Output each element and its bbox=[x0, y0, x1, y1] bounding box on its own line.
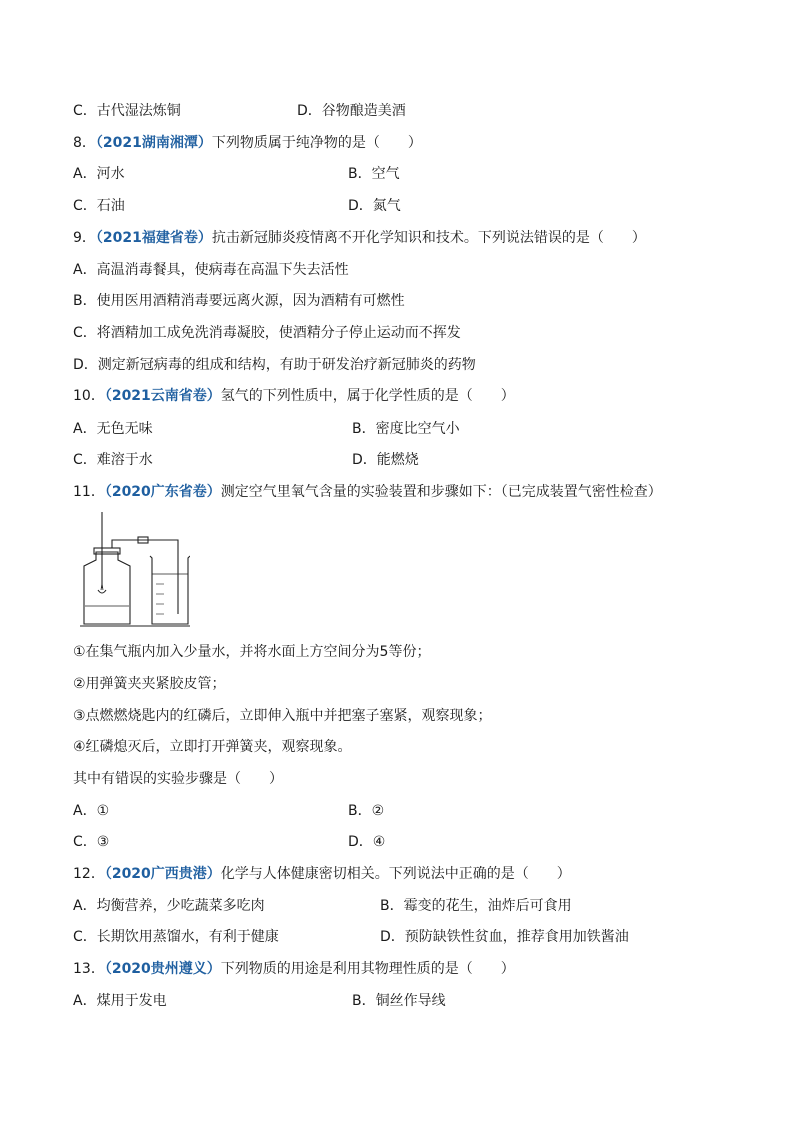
q9-source-tag: （2021福建省卷） bbox=[95, 230, 212, 246]
q12-option-b: B．霉变的花生，油炸后可食用 bbox=[380, 898, 572, 914]
oxygen-measurement-apparatus-figure bbox=[80, 510, 190, 630]
q8-option-a: A．河水 bbox=[73, 166, 125, 182]
q11-source-tag: （2020广东省卷） bbox=[104, 484, 221, 500]
q11-step-2: ②用弹簧夹夹紧胶皮管； bbox=[73, 676, 226, 692]
q7-option-c: C．古代湿法炼铜 bbox=[73, 103, 181, 119]
q10-number: 10． bbox=[73, 388, 105, 404]
bottle-stopper bbox=[94, 548, 120, 554]
q13-number: 13． bbox=[73, 961, 105, 977]
q12-source-tag: （2020广西贵港） bbox=[104, 866, 221, 882]
q9-option-c: C．将酒精加工成免洗消毒凝胶，使酒精分子停止运动而不挥发 bbox=[73, 325, 461, 341]
q9-stem-line bbox=[73, 228, 646, 248]
q12-stem-line bbox=[73, 864, 571, 884]
q9-option-a: A．高温消毒餐具，使病毒在高温下失去活性 bbox=[73, 262, 349, 278]
q12-option-c: C．长期饮用蒸馏水，有利于健康 bbox=[73, 929, 279, 945]
collecting-bottle bbox=[84, 552, 130, 624]
q13-source-tag: （2020贵州遵义） bbox=[104, 961, 221, 977]
q9-stem: 抗击新冠肺炎疫情离不开化学知识和技术。下列说法错误的是（ ） bbox=[211, 230, 646, 246]
q11-option-d: D．④ bbox=[348, 834, 386, 850]
q7-option-d: D．谷物酿造美酒 bbox=[297, 103, 406, 119]
q11-option-a: A．① bbox=[73, 803, 110, 819]
q12-number: 12． bbox=[73, 866, 105, 882]
q10-stem: 氢气的下列性质中，属于化学性质的是（ ） bbox=[220, 388, 515, 404]
q8-stem-line bbox=[73, 133, 422, 153]
q8-source-tag: （2021湖南湘潭） bbox=[95, 135, 212, 151]
q9-option-b: B．使用医用酒精消毒要远离火源，因为酒精有可燃性 bbox=[73, 293, 405, 309]
q11-option-c: C．③ bbox=[73, 834, 110, 850]
q8-option-c: C．石油 bbox=[73, 198, 125, 214]
q13-stem-line bbox=[73, 959, 515, 979]
q11-number: 11． bbox=[73, 484, 105, 500]
q10-option-c: C．难溶于水 bbox=[73, 452, 153, 468]
q11-step-1: ①在集气瓶内加入少量水，并将水面上方空间分为5等份； bbox=[73, 644, 431, 660]
q8-option-d: D．氮气 bbox=[348, 198, 401, 214]
q11-stem: 测定空气里氧气含量的实验装置和步骤如下：（已完成装置气密性检查） bbox=[220, 484, 662, 500]
q9-number: 9． bbox=[73, 230, 96, 246]
q10-stem-line bbox=[73, 386, 515, 406]
q10-option-d: D．能燃烧 bbox=[352, 452, 419, 468]
q11-stem-line bbox=[73, 482, 662, 502]
delivery-tube bbox=[112, 540, 178, 614]
q13-stem: 下列物质的用途是利用其物理性质的是（ ） bbox=[220, 961, 515, 977]
q12-stem: 化学与人体健康密切相关。下列说法中正确的是（ ） bbox=[220, 866, 571, 882]
q12-option-a: A．均衡营养，少吃蔬菜多吃肉 bbox=[73, 898, 265, 914]
q11-question: 其中有错误的实验步骤是（ ） bbox=[73, 771, 283, 787]
q13-option-b: B．铜丝作导线 bbox=[352, 993, 446, 1009]
q8-number: 8． bbox=[73, 135, 96, 151]
q11-step-4: ④红磷熄灭后，立即打开弹簧夹，观察现象。 bbox=[73, 739, 352, 755]
q12-option-d: D．预防缺铁性贫血，推荐食用加铁酱油 bbox=[380, 929, 629, 945]
q10-option-a: A．无色无味 bbox=[73, 421, 153, 437]
q11-step-3: ③点燃燃烧匙内的红磷后，立即伸入瓶中并把塞子塞紧，观察现象； bbox=[73, 708, 492, 724]
combustion-spoon bbox=[98, 590, 106, 593]
q11-option-b: B．② bbox=[348, 803, 385, 819]
q8-option-b: B．空气 bbox=[348, 166, 400, 182]
q9-option-d: D．测定新冠病毒的组成和结构，有助于研发治疗新冠肺炎的药物 bbox=[73, 357, 476, 373]
q10-option-b: B．密度比空气小 bbox=[352, 421, 460, 437]
q10-source-tag: （2021云南省卷） bbox=[104, 388, 221, 404]
q13-option-a: A．煤用于发电 bbox=[73, 993, 167, 1009]
q8-stem: 下列物质属于纯净物的是（ ） bbox=[211, 135, 422, 151]
